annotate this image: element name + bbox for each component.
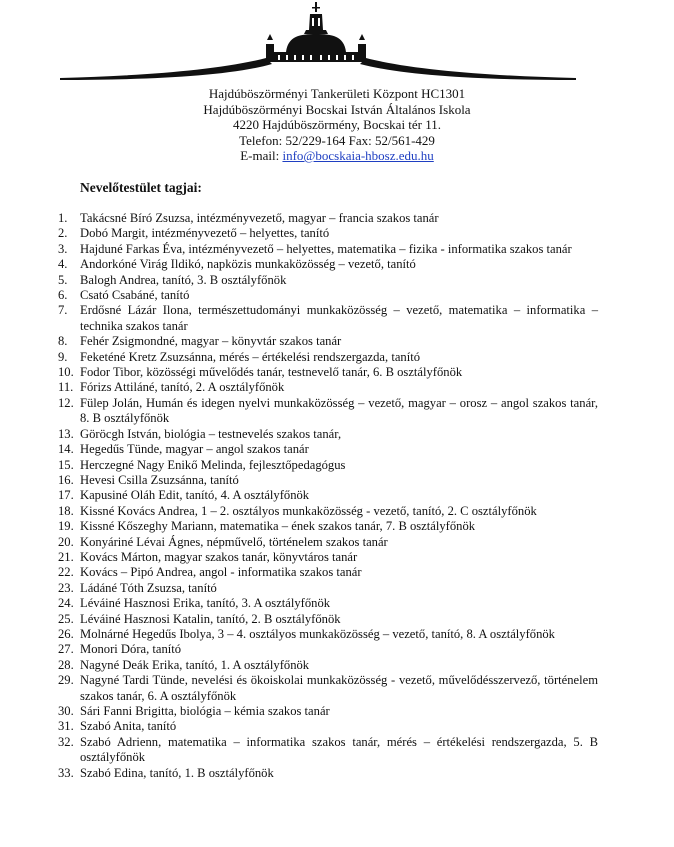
item-text: Hevesi Csilla Zsuzsánna, tanító bbox=[80, 472, 239, 487]
item-text: Fülep Jolán, Humán és idegen nyelvi munkaközösség – vezető, magyar – orosz – angol szakos tanár, 8. B osztályfőnök bbox=[80, 395, 598, 426]
staff-list-item bbox=[58, 288, 598, 303]
item-text: Hajduné Farkas Éva, intézményvezető – helyettes, matematika – fizika - informatika szakos tanár bbox=[80, 241, 572, 256]
staff-list-item bbox=[58, 242, 598, 257]
item-text: Fodor Tibor, közösségi művelődés tanár, testnevelő tanár, 6. B osztályfőnök bbox=[80, 365, 463, 380]
item-text: Kovács – Pipó Andrea, angol - informatika szakos tanár bbox=[80, 565, 362, 580]
item-number: 22. bbox=[58, 565, 74, 580]
staff-list-item bbox=[58, 303, 598, 334]
item-number: 29. bbox=[58, 673, 74, 688]
item-text: Balogh Andrea, tanító, 3. B osztályfőnök bbox=[80, 272, 287, 287]
item-text: Takácsné Bíró Zsuzsa, intézményvezető, magyar – francia szakos tanár bbox=[80, 211, 439, 225]
item-number: 25. bbox=[58, 611, 74, 626]
email-line bbox=[0, 148, 674, 164]
item-text: Göröcgh István, biológia – testnevelés szakos tanár, bbox=[80, 426, 342, 441]
item-text: Konyáriné Lévai Ágnes, népművelő, történelem szakos tanár bbox=[80, 534, 388, 549]
staff-list-item bbox=[58, 658, 598, 673]
item-number: 6. bbox=[58, 288, 68, 303]
item-number: 5. bbox=[58, 272, 68, 287]
item-text: Herczegné Nagy Enikő Melinda, fejlesztőpedagógus bbox=[80, 457, 346, 472]
item-number: 21. bbox=[58, 549, 74, 564]
item-number: 20. bbox=[58, 534, 74, 549]
item-number: 3. bbox=[58, 241, 68, 256]
item-number: 14. bbox=[58, 442, 74, 457]
item-number: 33. bbox=[58, 765, 74, 780]
staff-list-item bbox=[58, 442, 598, 457]
staff-list-item bbox=[58, 596, 598, 611]
item-number: 19. bbox=[58, 519, 74, 534]
item-number: 15. bbox=[58, 457, 74, 472]
staff-list-item bbox=[58, 704, 598, 719]
item-text: Erdősné Lázár Ilona, természettudományi munkaközösség – vezető, matematika – informatika – technika szakos tanár bbox=[80, 303, 598, 333]
item-text: Kovács Márton, magyar szakos tanár, könyvtáros tanár bbox=[80, 549, 358, 564]
staff-list-item bbox=[58, 427, 598, 442]
staff-list-item bbox=[58, 519, 598, 534]
email-label: E-mail: bbox=[240, 148, 283, 163]
item-number: 16. bbox=[58, 472, 74, 487]
school-address: 4220 Hajdúböszörmény, Bocskai tér 11. bbox=[232, 117, 442, 132]
item-text: Nagyné Deák Erika, tanító, 1. A osztályfőnök bbox=[80, 657, 310, 672]
letterhead bbox=[0, 86, 674, 164]
item-text: Fehér Zsigmondné, magyar – könyvtár szakos tanár bbox=[80, 334, 342, 349]
item-number: 17. bbox=[58, 488, 74, 503]
staff-list-item bbox=[58, 458, 598, 473]
staff-list-item bbox=[58, 581, 598, 596]
item-number: 2. bbox=[58, 226, 68, 241]
staff-list-item bbox=[58, 735, 598, 766]
staff-list-item bbox=[58, 565, 598, 580]
item-number: 18. bbox=[58, 503, 74, 518]
item-number: 9. bbox=[58, 349, 68, 364]
item-number: 31. bbox=[58, 719, 74, 734]
org-name: Hajdúböszörményi Tankerületi Központ HC1301 bbox=[208, 86, 466, 101]
staff-list-item bbox=[58, 380, 598, 395]
item-text: Nagyné Tardi Tünde, nevelési és ökoiskolai munkaközösség - vezető, művelődésszervező, történelem szakos tanár, 6. A osztályfőnök bbox=[80, 673, 598, 703]
staff-list-item bbox=[58, 766, 598, 781]
staff-list-item bbox=[58, 550, 598, 565]
item-text: Monori Dóra, tanító bbox=[80, 642, 182, 657]
staff-list-item bbox=[58, 257, 598, 272]
item-number: 13. bbox=[58, 426, 74, 441]
staff-list-item bbox=[58, 350, 598, 365]
item-text: Dobó Margit, intézményvezető – helyettes, tanító bbox=[80, 226, 330, 241]
item-text: Szabó Anita, tanító bbox=[80, 719, 177, 734]
staff-list-item bbox=[58, 226, 598, 241]
item-text: Ládáné Tóth Zsuzsa, tanító bbox=[80, 580, 217, 595]
item-text: Csató Csabáné, tanító bbox=[80, 288, 190, 303]
item-text: Kapusiné Oláh Edit, tanító, 4. A osztályfőnök bbox=[80, 488, 310, 503]
staff-list-item bbox=[58, 504, 598, 519]
staff-list-item bbox=[58, 211, 598, 226]
item-text: Szabó Edina, tanító, 1. B osztályfőnök bbox=[80, 765, 274, 780]
item-number: 26. bbox=[58, 626, 74, 641]
item-text: Léváiné Hasznosi Katalin, tanító, 2. B osztályfőnök bbox=[80, 611, 341, 626]
staff-list-item bbox=[58, 612, 598, 627]
item-number: 28. bbox=[58, 657, 74, 672]
item-text: Feketéné Kretz Zsuzsánna, mérés – értékelési rendszergazda, tanító bbox=[80, 349, 420, 364]
item-number: 1. bbox=[58, 211, 68, 225]
staff-list bbox=[58, 211, 598, 781]
item-text: Hegedűs Tünde, magyar – angol szakos tanár bbox=[80, 442, 309, 457]
staff-list-item bbox=[58, 396, 598, 427]
staff-list-item bbox=[58, 642, 598, 657]
staff-list-item bbox=[58, 673, 598, 704]
item-number: 4. bbox=[58, 257, 68, 272]
staff-list-item bbox=[58, 535, 598, 550]
item-text: Kissné Kovács Andrea, 1 – 2. osztályos munkaközösség - vezető, tanító, 2. C osztályfőnök bbox=[80, 503, 537, 518]
item-text: Molnárné Hegedűs Ibolya, 3 – 4. osztályos munkaközösség – vezető, tanító, 8. A osztályfőnök bbox=[80, 626, 555, 641]
item-number: 8. bbox=[58, 334, 68, 349]
staff-list-item bbox=[58, 473, 598, 488]
staff-list-item bbox=[58, 365, 598, 380]
item-number: 24. bbox=[58, 596, 74, 611]
school-name: Hajdúböszörményi Bocskai István Általános Iskola bbox=[203, 101, 471, 117]
item-number: 7. bbox=[58, 303, 68, 318]
staff-list-item bbox=[58, 719, 598, 734]
item-text: Fórizs Attiláné, tanító, 2. A osztályfőnök bbox=[80, 380, 285, 395]
staff-list-item bbox=[58, 273, 598, 288]
section-title: Nevelőtestület tagjai: bbox=[80, 180, 202, 195]
staff-list-item bbox=[58, 627, 598, 642]
item-text: Szabó Adrienn, matematika – informatika szakos tanár, mérés – értékelési rendszergazda, 5. B osztályfőnök bbox=[80, 734, 598, 765]
staff-list-item bbox=[58, 334, 598, 349]
item-number: 27. bbox=[58, 642, 74, 657]
item-number: 32. bbox=[58, 734, 74, 749]
item-number: 12. bbox=[58, 395, 74, 410]
item-text: Kissné Kőszeghy Mariann, matematika – ének szakos tanár, 7. B osztályfőnök bbox=[80, 519, 476, 534]
item-number: 10. bbox=[58, 365, 74, 380]
item-text: Léváiné Hasznosi Erika, tanító, 3. A osztályfőnök bbox=[80, 596, 331, 611]
email-link[interactable]: info@bocskaia-hbosz.edu.hu bbox=[282, 148, 434, 163]
item-text: Sári Fanni Brigitta, biológia – kémia szakos tanár bbox=[80, 704, 330, 718]
item-number: 11. bbox=[58, 380, 74, 395]
school-logo bbox=[60, 0, 576, 82]
phone-fax: Telefon: 52/229-164 Fax: 52/561-429 bbox=[239, 132, 435, 148]
item-number: 23. bbox=[58, 580, 74, 595]
staff-list-item bbox=[58, 488, 598, 503]
item-number: 30. bbox=[58, 704, 74, 718]
item-text: Andorkóné Virág Ildikó, napközis munkaközösség – vezető, tanító bbox=[80, 257, 416, 272]
